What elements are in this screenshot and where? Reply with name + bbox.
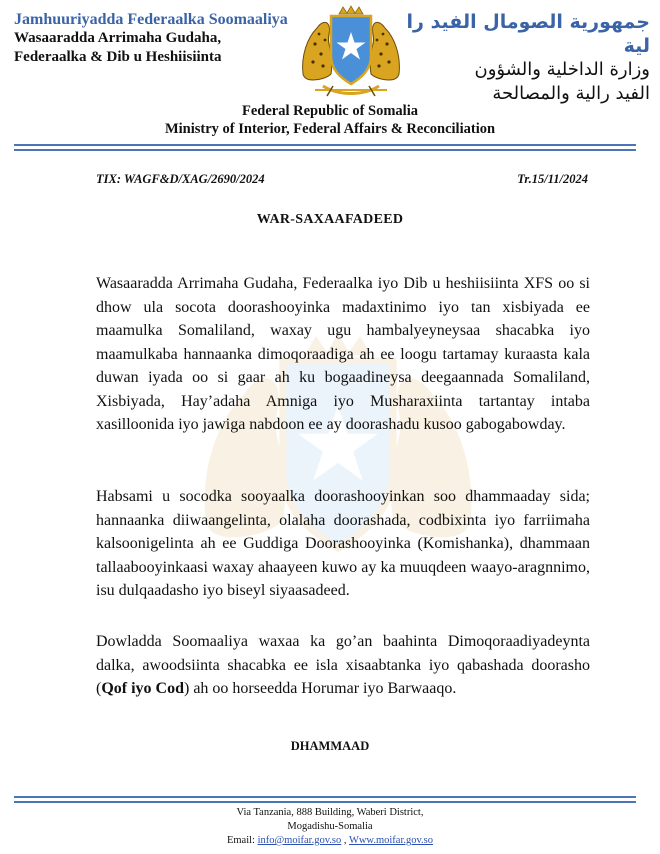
footer-separator: , <box>341 835 349 846</box>
footer-email-link[interactable]: info@moifar.gov.so <box>257 835 342 846</box>
footer-address-line2: Mogadishu-Somalia <box>287 821 373 832</box>
footer-email-label: Email: <box>226 835 258 846</box>
reference-number: TIX: WAGF&D/XAG/2690/2024 <box>96 172 265 186</box>
header-ministry-arabic-line1: وزارة الداخلية والشؤون <box>474 59 650 80</box>
body-paragraph-3 <box>96 630 590 701</box>
header-ministry-somali-line1: Wasaaradda Arrimaha Gudaha, <box>14 30 222 46</box>
paragraph-3-start: Dowladda Soomaaliya waxaa ka go’an baahinta Dimoqoraadiyadeynta dalka, awoodsiinta shacabka ee isla xisaabtanka iyo qabashada doorasho ( <box>96 633 590 697</box>
header-ministry-arabic-line2: الفيد رالية والمصالحة <box>492 83 650 104</box>
header-arabic-block <box>400 10 650 106</box>
paragraph-3-end: ) ah oo horseedda Horumar iyo Barwaaqo. <box>184 680 457 697</box>
footer-contact <box>0 806 660 848</box>
header-country-arabic: جمهورية الصومال الفيد را لية <box>406 11 650 57</box>
document-title: WAR-SAXAAFADEED <box>256 212 404 227</box>
footer-website-link[interactable]: Www.moifar.gov.so <box>348 835 434 846</box>
closing-mark: DHAMMAAD <box>290 739 370 753</box>
footer-address-line1: Via Tanzania, 888 Building, Waberi District, <box>236 807 424 818</box>
footer-divider <box>14 801 636 803</box>
footer-contact-line <box>0 834 660 848</box>
somalia-coat-of-arms-icon <box>293 4 409 100</box>
footer-divider <box>14 796 636 798</box>
header-ministry-somali-line2: Federaalka & Dib u Heshiisiinta <box>14 49 222 65</box>
body-paragraph-2: Habsami u socodka sooyaalka doorashooyinkan soo dhammaaday sida; hannaanka diiwaangelinta, olalaha doorashada, codbixinta iyo farriimaha kalsoonigelinta ah ee Guddiga Doorashooyinka (Komishanka), dhammaan tallaabooyinkaasi waxay ahaayeen kuwo ay ka muuqdeen waayo-aragnnimo, isu dulqaadasho iyo biseyl siyaasadeed. <box>96 488 590 599</box>
header-ministry-english: Ministry of Interior, Federal Affairs & Reconciliation <box>164 121 496 137</box>
header-divider <box>14 144 636 146</box>
document-date: Tr.15/11/2024 <box>517 172 588 186</box>
header-divider <box>14 149 636 151</box>
header-country-somali: Jamhuuriyadda Federaalka Soomaaliya <box>14 11 288 28</box>
paragraph-3-emphasis: Qof iyo Cod <box>101 680 184 697</box>
header-somali-block <box>14 10 294 67</box>
header-country-english: Federal Republic of Somalia <box>241 103 418 119</box>
body-paragraph-1: Wasaaradda Arrimaha Gudaha, Federaalka iyo Dib u heshiisiinta XFS oo si dhow ula socota doorashooyinka madaxtinimo iyo tan xisbiyada ee maamulka Somaliland, waxay ugu hambalyeyneysaa shacabka iyo maamulkaba hannaanka dimoqoraadiga ah ee loogu tartamay kuraasta kala duwan iyada oo si gaar ah ku bogaadineysa deegaannada Somaliland, Xisbiyada, Hay’adaha Amniga iyo Musharaxiinta tartantay intaba xasilloonida iyo jawiga nabdoon ee ay doorashadu kusoo gabogabowday. <box>96 275 590 433</box>
